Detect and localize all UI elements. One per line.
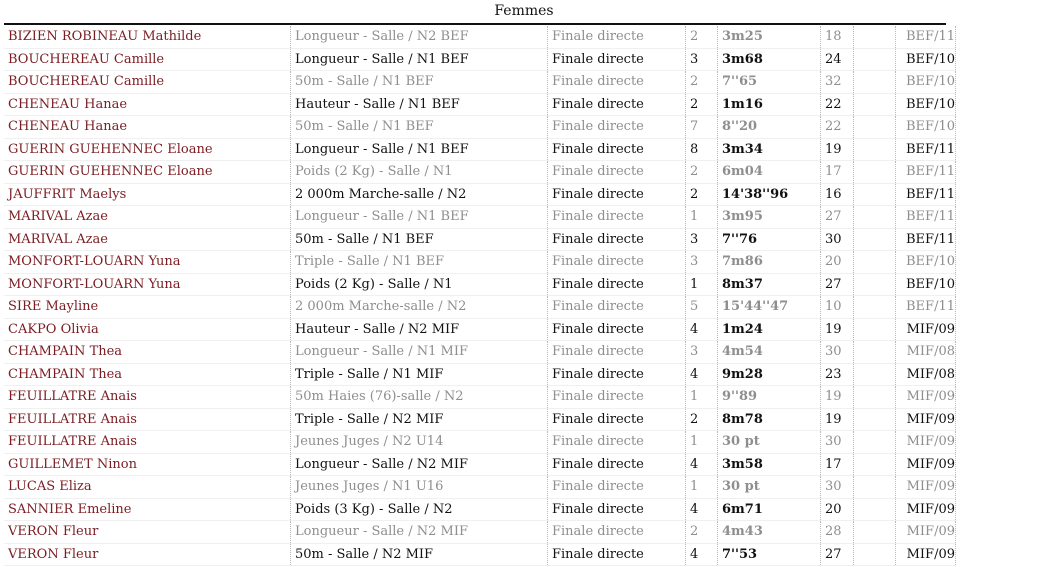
- table-row: [4, 386, 956, 409]
- category-value: MIF/09: [896, 453, 956, 476]
- athlete-name-link[interactable]: MARIVAL Azae: [4, 228, 291, 251]
- points-value: 10: [821, 296, 854, 319]
- spacer-cell: [854, 453, 896, 476]
- points-value: 27: [821, 206, 854, 229]
- event-name: Longueur - Salle / N1 MIF: [291, 341, 548, 364]
- points-value: 30: [821, 476, 854, 499]
- place-value: 8: [686, 138, 718, 161]
- performance-value: 4m54: [718, 341, 821, 364]
- athlete-name-link[interactable]: GUERIN GUEHENNEC Eloane: [4, 161, 291, 184]
- performance-value: 3m34: [718, 138, 821, 161]
- event-name: Hauteur - Salle / N2 MIF: [291, 318, 548, 341]
- round-label: Finale directe: [548, 273, 686, 296]
- spacer-cell: [854, 318, 896, 341]
- points-value: 20: [821, 498, 854, 521]
- athlete-name-link[interactable]: CHAMPAIN Thea: [4, 341, 291, 364]
- place-value: 4: [686, 543, 718, 566]
- performance-value: 3m68: [718, 48, 821, 71]
- spacer-cell: [854, 431, 896, 454]
- athlete-name-link[interactable]: FEUILLATRE Anais: [4, 408, 291, 431]
- category-value: MIF/09: [896, 498, 956, 521]
- table-row: [4, 408, 956, 431]
- event-name: 50m - Salle / N2 MIF: [291, 543, 548, 566]
- round-label: Finale directe: [548, 543, 686, 566]
- event-name: Longueur - Salle / N2 MIF: [291, 521, 548, 544]
- category-value: MIF/09: [896, 318, 956, 341]
- points-value: 19: [821, 138, 854, 161]
- spacer-cell: [854, 521, 896, 544]
- spacer-cell: [854, 116, 896, 139]
- table-row: [4, 543, 956, 566]
- points-value: 16: [821, 183, 854, 206]
- event-name: Triple - Salle / N1 MIF: [291, 363, 548, 386]
- table-row: [4, 206, 956, 229]
- table-row: [4, 48, 956, 71]
- points-value: 22: [821, 116, 854, 139]
- event-name: 2 000m Marche-salle / N2: [291, 296, 548, 319]
- place-value: 4: [686, 318, 718, 341]
- table-row: [4, 71, 956, 94]
- table-row: [4, 161, 956, 184]
- place-value: 2: [686, 161, 718, 184]
- round-label: Finale directe: [548, 296, 686, 319]
- round-label: Finale directe: [548, 206, 686, 229]
- category-value: BEF/11: [896, 296, 956, 319]
- performance-value: 6m04: [718, 161, 821, 184]
- spacer-cell: [854, 543, 896, 566]
- round-label: Finale directe: [548, 498, 686, 521]
- spacer-cell: [854, 138, 896, 161]
- spacer-cell: [854, 273, 896, 296]
- category-value: BEF/11: [896, 138, 956, 161]
- category-value: BEF/10: [896, 273, 956, 296]
- round-label: Finale directe: [548, 138, 686, 161]
- points-value: 27: [821, 273, 854, 296]
- performance-value: 7m86: [718, 251, 821, 274]
- points-value: 18: [821, 26, 854, 48]
- athlete-name-link[interactable]: SIRE Mayline: [4, 296, 291, 319]
- category-value: BEF/11: [896, 183, 956, 206]
- place-value: 1: [686, 476, 718, 499]
- points-value: 22: [821, 93, 854, 116]
- performance-value: 3m25: [718, 26, 821, 48]
- table-row: [4, 476, 956, 499]
- performance-value: 1m24: [718, 318, 821, 341]
- performance-value: 9''89: [718, 386, 821, 409]
- results-table-body: [4, 26, 956, 566]
- round-label: Finale directe: [548, 453, 686, 476]
- athlete-name-link[interactable]: FEUILLATRE Anais: [4, 431, 291, 454]
- round-label: Finale directe: [548, 251, 686, 274]
- performance-value: 30 pt: [718, 476, 821, 499]
- table-row: [4, 431, 956, 454]
- round-label: Finale directe: [548, 318, 686, 341]
- round-label: Finale directe: [548, 228, 686, 251]
- performance-value: 7''65: [718, 71, 821, 94]
- table-row: [4, 26, 956, 48]
- event-name: 50m - Salle / N1 BEF: [291, 71, 548, 94]
- athlete-name-link[interactable]: CHAMPAIN Thea: [4, 363, 291, 386]
- spacer-cell: [854, 498, 896, 521]
- performance-value: 4m43: [718, 521, 821, 544]
- category-value: BEF/11: [896, 206, 956, 229]
- athlete-name-link[interactable]: FEUILLATRE Anais: [4, 386, 291, 409]
- event-name: Poids (2 Kg) - Salle / N1: [291, 161, 548, 184]
- spacer-cell: [854, 228, 896, 251]
- place-value: 4: [686, 498, 718, 521]
- athlete-name-link[interactable]: GUERIN GUEHENNEC Eloane: [4, 138, 291, 161]
- performance-value: 6m71: [718, 498, 821, 521]
- points-value: 23: [821, 363, 854, 386]
- athlete-name-link[interactable]: LUCAS Eliza: [4, 476, 291, 499]
- performance-value: 7''53: [718, 543, 821, 566]
- category-value: BEF/11: [896, 26, 956, 48]
- round-label: Finale directe: [548, 116, 686, 139]
- points-value: 30: [821, 341, 854, 364]
- spacer-cell: [854, 296, 896, 319]
- event-name: 50m Haies (76)-salle / N2: [291, 386, 548, 409]
- place-value: 3: [686, 48, 718, 71]
- round-label: Finale directe: [548, 363, 686, 386]
- event-name: Triple - Salle / N2 MIF: [291, 408, 548, 431]
- points-value: 28: [821, 521, 854, 544]
- spacer-cell: [854, 183, 896, 206]
- round-label: Finale directe: [548, 476, 686, 499]
- round-label: Finale directe: [548, 71, 686, 94]
- athlete-name-link[interactable]: CHENEAU Hanae: [4, 93, 291, 116]
- event-name: 50m - Salle / N1 BEF: [291, 116, 548, 139]
- points-value: 32: [821, 71, 854, 94]
- spacer-cell: [854, 251, 896, 274]
- performance-value: 7''76: [718, 228, 821, 251]
- event-name: 2 000m Marche-salle / N2: [291, 183, 548, 206]
- spacer-cell: [854, 48, 896, 71]
- performance-value: 8m37: [718, 273, 821, 296]
- place-value: 2: [686, 71, 718, 94]
- place-value: 2: [686, 26, 718, 48]
- athlete-name-link[interactable]: JAUFFRIT Maelys: [4, 183, 291, 206]
- place-value: 2: [686, 93, 718, 116]
- place-value: 5: [686, 296, 718, 319]
- spacer-cell: [854, 71, 896, 94]
- performance-value: 3m95: [718, 206, 821, 229]
- place-value: 3: [686, 228, 718, 251]
- table-row: [4, 521, 956, 544]
- event-name: Longueur - Salle / N2 MIF: [291, 453, 548, 476]
- spacer-cell: [854, 161, 896, 184]
- event-name: Triple - Salle / N1 BEF: [291, 251, 548, 274]
- place-value: 2: [686, 521, 718, 544]
- round-label: Finale directe: [548, 26, 686, 48]
- place-value: 3: [686, 251, 718, 274]
- category-value: BEF/10: [896, 48, 956, 71]
- performance-value: 15'44''47: [718, 296, 821, 319]
- athlete-name-link[interactable]: CHENEAU Hanae: [4, 116, 291, 139]
- category-value: BEF/10: [896, 71, 956, 94]
- points-value: 19: [821, 386, 854, 409]
- place-value: 1: [686, 206, 718, 229]
- event-name: Longueur - Salle / N1 BEF: [291, 138, 548, 161]
- spacer-cell: [854, 26, 896, 48]
- place-value: 2: [686, 408, 718, 431]
- performance-value: 1m16: [718, 93, 821, 116]
- round-label: Finale directe: [548, 161, 686, 184]
- event-name: Jeunes Juges / N1 U16: [291, 476, 548, 499]
- place-value: 7: [686, 116, 718, 139]
- athlete-name-link[interactable]: MONFORT-LOUARN Yuna: [4, 273, 291, 296]
- table-row: [4, 116, 956, 139]
- event-name: Poids (2 Kg) - Salle / N1: [291, 273, 548, 296]
- performance-value: 3m58: [718, 453, 821, 476]
- athlete-name-link[interactable]: CAKPO Olivia: [4, 318, 291, 341]
- category-value: MIF/08: [896, 341, 956, 364]
- athlete-name-link[interactable]: GUILLEMET Ninon: [4, 453, 291, 476]
- points-value: 30: [821, 431, 854, 454]
- place-value: 3: [686, 341, 718, 364]
- table-row: [4, 138, 956, 161]
- place-value: 4: [686, 363, 718, 386]
- table-row: [4, 453, 956, 476]
- points-value: 17: [821, 161, 854, 184]
- table-row: [4, 228, 956, 251]
- category-value: MIF/09: [896, 521, 956, 544]
- spacer-cell: [854, 363, 896, 386]
- performance-value: 9m28: [718, 363, 821, 386]
- points-value: 19: [821, 408, 854, 431]
- points-value: 30: [821, 228, 854, 251]
- category-value: MIF/09: [896, 476, 956, 499]
- spacer-cell: [854, 386, 896, 409]
- performance-value: 14'38''96: [718, 183, 821, 206]
- athlete-name-link[interactable]: BOUCHEREAU Camille: [4, 48, 291, 71]
- category-value: MIF/09: [896, 386, 956, 409]
- category-value: BEF/10: [896, 116, 956, 139]
- table-row: [4, 93, 956, 116]
- round-label: Finale directe: [548, 93, 686, 116]
- performance-value: 8''20: [718, 116, 821, 139]
- event-name: Longueur - Salle / N1 BEF: [291, 206, 548, 229]
- points-value: 24: [821, 48, 854, 71]
- round-label: Finale directe: [548, 183, 686, 206]
- table-row: [4, 341, 956, 364]
- performance-value: 30 pt: [718, 431, 821, 454]
- athlete-name-link[interactable]: BIZIEN ROBINEAU Mathilde: [4, 26, 291, 48]
- category-value: MIF/09: [896, 431, 956, 454]
- category-value: MIF/09: [896, 543, 956, 566]
- category-value: BEF/11: [896, 228, 956, 251]
- table-row: [4, 498, 956, 521]
- event-name: Poids (3 Kg) - Salle / N2: [291, 498, 548, 521]
- event-name: Longueur - Salle / N2 BEF: [291, 26, 548, 48]
- spacer-cell: [854, 93, 896, 116]
- event-name: 50m - Salle / N1 BEF: [291, 228, 548, 251]
- category-value: BEF/10: [896, 93, 956, 116]
- event-name: Jeunes Juges / N2 U14: [291, 431, 548, 454]
- table-row: [4, 273, 956, 296]
- athlete-name-link[interactable]: VERON Fleur: [4, 521, 291, 544]
- athlete-name-link[interactable]: VERON Fleur: [4, 543, 291, 566]
- spacer-cell: [854, 206, 896, 229]
- spacer-cell: [854, 476, 896, 499]
- table-row: [4, 251, 956, 274]
- table-row: [4, 296, 956, 319]
- category-value: MIF/09: [896, 408, 956, 431]
- spacer-cell: [854, 341, 896, 364]
- place-value: 2: [686, 183, 718, 206]
- results-table: [4, 26, 956, 566]
- place-value: 4: [686, 453, 718, 476]
- points-value: 27: [821, 543, 854, 566]
- round-label: Finale directe: [548, 431, 686, 454]
- event-name: Longueur - Salle / N1 BEF: [291, 48, 548, 71]
- points-value: 20: [821, 251, 854, 274]
- table-row: [4, 183, 956, 206]
- spacer-cell: [854, 408, 896, 431]
- category-value: BEF/10: [896, 251, 956, 274]
- round-label: Finale directe: [548, 48, 686, 71]
- round-label: Finale directe: [548, 408, 686, 431]
- place-value: 1: [686, 431, 718, 454]
- athlete-name-link[interactable]: SANNIER Emeline: [4, 498, 291, 521]
- section-title: Femmes: [494, 3, 554, 19]
- athlete-name-link[interactable]: MARIVAL Azae: [4, 206, 291, 229]
- round-label: Finale directe: [548, 386, 686, 409]
- points-value: 17: [821, 453, 854, 476]
- title-divider: [4, 23, 946, 25]
- category-value: MIF/08: [896, 363, 956, 386]
- table-row: [4, 363, 956, 386]
- place-value: 1: [686, 273, 718, 296]
- round-label: Finale directe: [548, 521, 686, 544]
- category-value: BEF/11: [896, 161, 956, 184]
- performance-value: 8m78: [718, 408, 821, 431]
- athlete-name-link[interactable]: BOUCHEREAU Camille: [4, 71, 291, 94]
- points-value: 19: [821, 318, 854, 341]
- table-row: [4, 318, 956, 341]
- round-label: Finale directe: [548, 341, 686, 364]
- place-value: 1: [686, 386, 718, 409]
- athlete-name-link[interactable]: MONFORT-LOUARN Yuna: [4, 251, 291, 274]
- event-name: Hauteur - Salle / N1 BEF: [291, 93, 548, 116]
